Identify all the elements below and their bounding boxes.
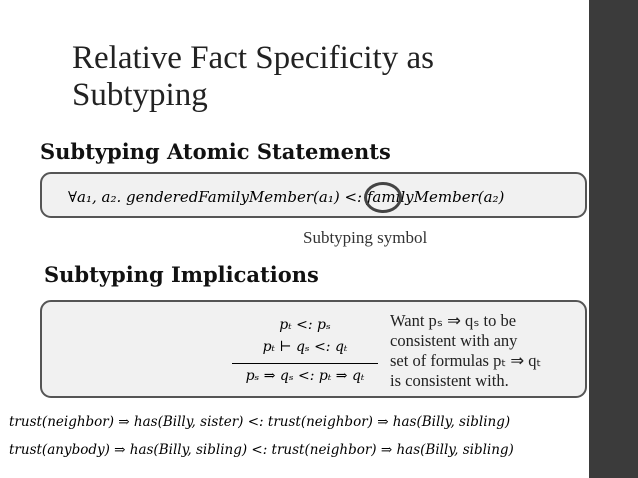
heading-atomic-statements: Subtyping Atomic Statements — [40, 139, 391, 164]
rule-premise-1: pₜ <: pₛ — [279, 317, 331, 333]
subtyping-symbol-circle — [364, 182, 402, 213]
heading-subtyping-implications: Subtyping Implications — [44, 262, 319, 287]
slide-title — [72, 40, 572, 114]
note-line-4: is consistent with. — [390, 371, 509, 390]
slide-title-line2: Subtyping — [72, 77, 208, 113]
consistency-note — [390, 311, 580, 391]
inference-rule-line — [232, 363, 378, 364]
rule-premise-2: pₜ ⊢ qₛ <: qₜ — [262, 339, 348, 355]
rule-conclusion: pₛ ⇒ qₛ <: pₜ ⇒ qₜ — [245, 368, 365, 384]
example-implication-2: trust(anybody) ⇒ has(Billy, sibling) <: trust(neighbor) ⇒ has(Billy, sibling) — [9, 442, 514, 458]
subtyping-symbol-label: Subtyping symbol — [303, 228, 428, 247]
note-line-1: Want pₛ ⇒ qₛ to be — [390, 311, 517, 330]
slide-title-line1: Relative Fact Specificity as — [72, 40, 434, 76]
example-implication-1: trust(neighbor) ⇒ has(Billy, sister) <: trust(neighbor) ⇒ has(Billy, sibling) — [9, 414, 511, 430]
note-line-2: consistent with any — [390, 331, 518, 350]
atomic-statement: ∀a₁, a₂. genderedFamilyMember(a₁) <: familyMember(a₂) — [68, 188, 505, 206]
note-line-3: set of formulas pₜ ⇒ qₜ — [390, 351, 542, 370]
sidebar-panel — [589, 0, 638, 478]
